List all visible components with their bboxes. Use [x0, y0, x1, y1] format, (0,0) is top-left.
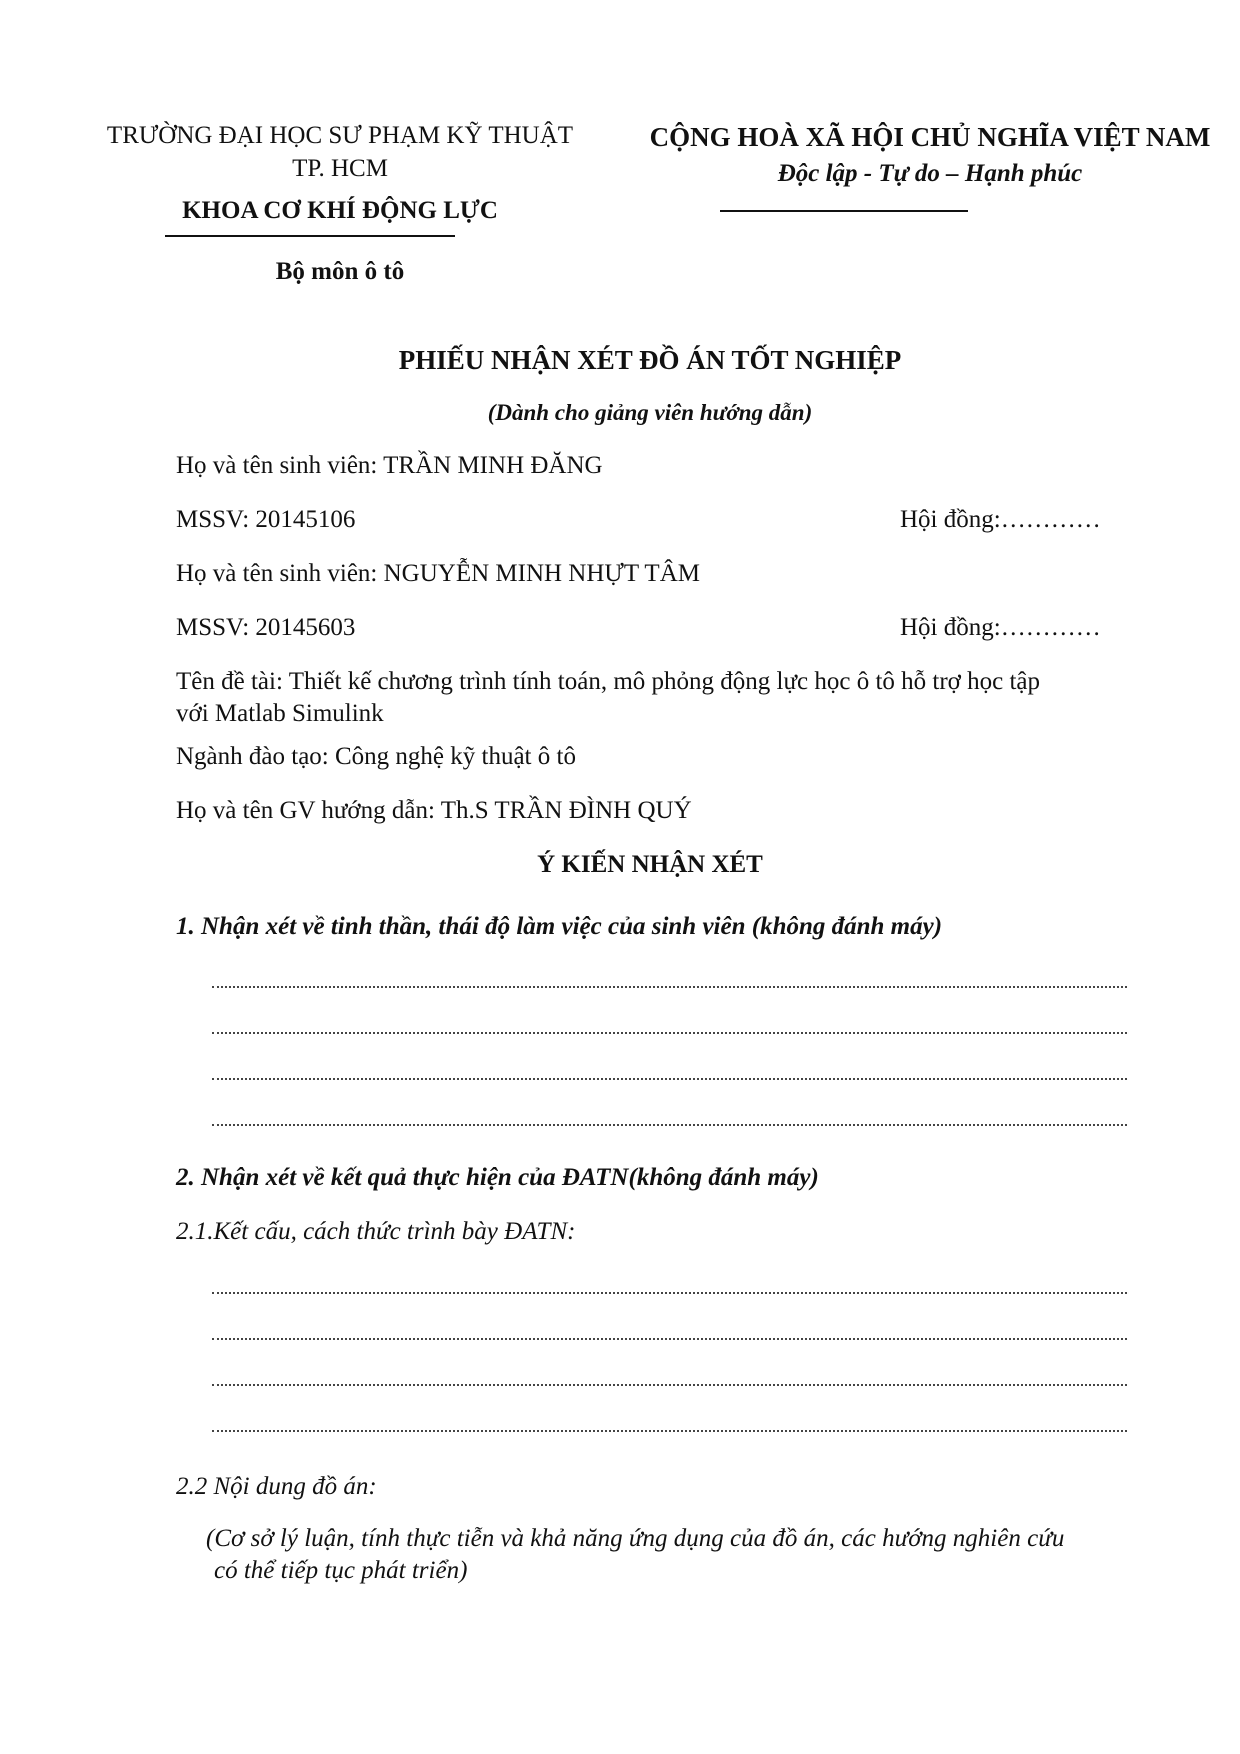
answer-line[interactable]	[212, 1122, 1127, 1126]
answer-line[interactable]	[212, 1290, 1127, 1294]
section2-2-heading: 2.2 Nội dung đồ án:	[176, 1473, 377, 1500]
answer-line[interactable]	[212, 984, 1127, 988]
student1-name: Họ và tên sinh viên: TRẦN MINH ĐĂNG	[176, 452, 603, 479]
answer-line[interactable]	[212, 1076, 1127, 1080]
topic-line1: Tên đề tài: Thiết kế chương trình tính toán, mô phỏng động lực học ô tô hỗ trợ học tập	[176, 668, 1041, 695]
form-title: PHIẾU NHẬN XÉT ĐỒ ÁN TỐT NGHIỆP	[398, 345, 902, 375]
section2-1-heading: 2.1.Kết cấu, cách thức trình bày ĐATN:	[176, 1218, 576, 1245]
answer-line[interactable]	[212, 1030, 1127, 1034]
nation-title: CỘNG HOÀ XÃ HỘI CHỦ NGHĨA VIỆT NAM	[649, 122, 1211, 152]
student1-council: Hội đồng:…………	[900, 506, 1101, 533]
advisor: Họ và tên GV hướng dẫn: Th.S TRẦN ĐÌNH QUÝ	[176, 797, 692, 824]
school-name-line2: TP. HCM	[292, 155, 388, 182]
section2-heading: 2. Nhận xét về kết quả thực hiện của ĐATN(không đánh máy)	[176, 1164, 819, 1191]
national-motto: Độc lập - Tự do – Hạnh phúc	[777, 160, 1083, 187]
answer-line[interactable]	[212, 1336, 1127, 1340]
section2-2-note-line1: (Cơ sở lý luận, tính thực tiễn và khả năng ứng dụng của đồ án, các hướng nghiên cứu	[206, 1525, 1065, 1552]
faculty-underline	[165, 235, 455, 237]
comments-heading: Ý KIẾN NHẬN XÉT	[537, 851, 763, 878]
answer-line[interactable]	[212, 1382, 1127, 1386]
faculty-name: KHOA CƠ KHÍ ĐỘNG LỰC	[182, 197, 498, 224]
student2-council: Hội đồng:…………	[900, 614, 1101, 641]
answer-line[interactable]	[212, 1428, 1127, 1432]
section1-heading: 1. Nhận xét về tinh thần, thái độ làm việc của sinh viên (không đánh máy)	[176, 913, 943, 940]
student2-name: Họ và tên sinh viên: NGUYỄN MINH NHỰT TÂM	[176, 560, 700, 587]
section2-2-note-line2: có thể tiếp tục phát triển)	[214, 1557, 468, 1584]
motto-underline	[720, 210, 968, 212]
department-name: Bộ môn ô tô	[275, 258, 405, 285]
topic-line2: với Matlab Simulink	[176, 700, 384, 727]
student2-id: MSSV: 20145603	[176, 614, 356, 641]
major: Ngành đào tạo: Công nghệ kỹ thuật ô tô	[176, 743, 576, 770]
student1-id: MSSV: 20145106	[176, 506, 356, 533]
form-subtitle: (Dành cho giảng viên hướng dẫn)	[487, 400, 813, 425]
school-name-line1: TRƯỜNG ĐẠI HỌC SƯ PHẠM KỸ THUẬT	[106, 122, 574, 149]
